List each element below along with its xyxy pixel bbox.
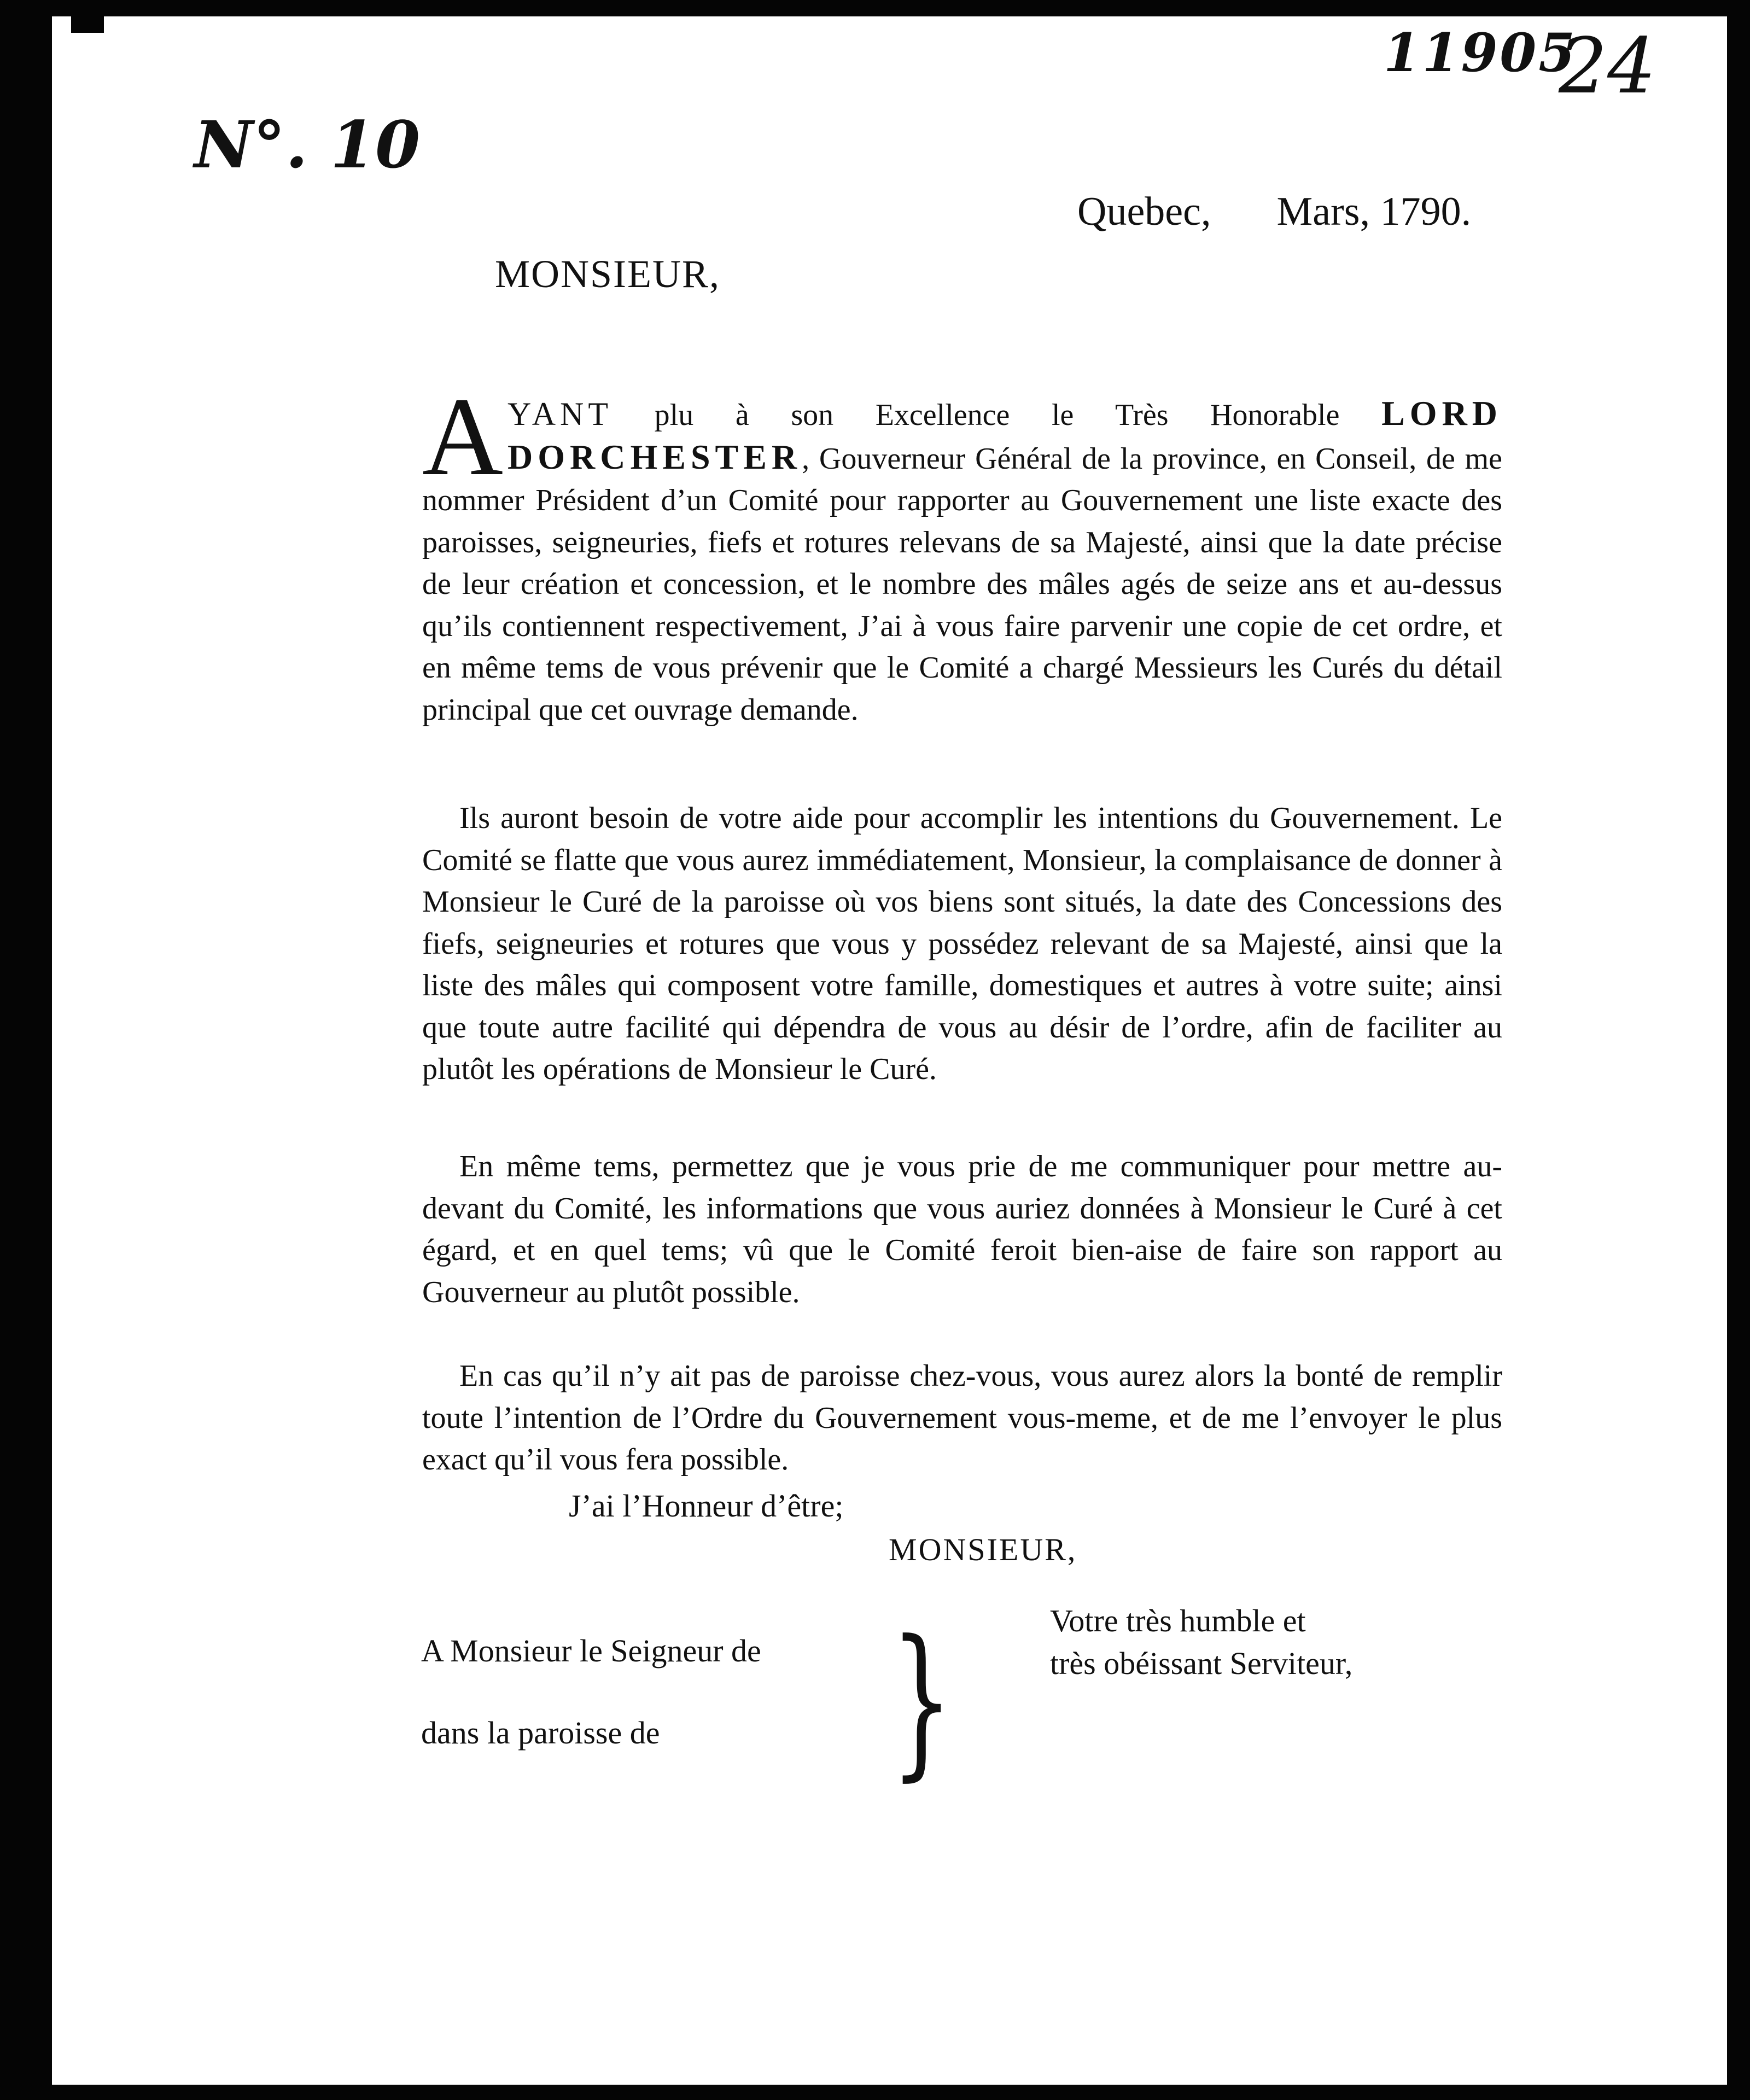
- address-line-1: A Monsieur le Seigneur de: [421, 1633, 761, 1669]
- paragraph-1-text-b: , Gouverneur Général de la province, en Conseil, de me nommer Président d’un Comité pour rapporter au Gouvernement une liste exacte des paroisses, seigneuries, fiefs et rotures relevans de sa Majesté, ainsi que la date précise de leur création et concession, et le nombre des mâles agés de seize ans et au-dessus qu’ils contiennent respectivement, J’ai à vous faire parvenir une copie de cet ordre, et en même tems de vous prévenir que le Comité a chargé Messieurs les Curés du détail principal que cet ouvrage demande.: [422, 441, 1502, 727]
- paragraph-1-text-a: plu à son Excellence le Très Honorable: [612, 398, 1382, 432]
- date: Mars, 1790.: [1276, 189, 1472, 234]
- salutation: MONSIEUR,: [495, 252, 721, 296]
- drop-cap: A: [422, 375, 504, 499]
- scan-border-right: [1727, 0, 1750, 2100]
- lord-name: LORD DORCHESTER: [508, 394, 1502, 476]
- closing-salutation: MONSIEUR,: [889, 1532, 1077, 1567]
- scan-border-mark: [71, 5, 104, 33]
- scan-border-left: [0, 0, 52, 2100]
- opening-caps: YANT: [508, 396, 613, 432]
- address-line-2: dans la paroisse de: [421, 1715, 660, 1751]
- curly-brace: }: [890, 1605, 953, 1796]
- closing-line: J’ai l’Honneur d’être;: [569, 1488, 844, 1524]
- place: Quebec,: [1077, 189, 1211, 234]
- paragraph-3: En même tems, permettez que je vous prie de me communiquer pour mettre au-devant du Comité, les informations que vous auriez données à Monsieur le Curé à cet égard, et en quel tems; vû que le Comité feroit bien-aise de faire son rapport au Gouverneur au plutôt possible.: [422, 1150, 1502, 1309]
- document-number: 11905: [1384, 22, 1577, 84]
- signature-line-1: Votre très humble et: [1050, 1603, 1306, 1638]
- scan-border-top: [0, 0, 1750, 16]
- signature-line-2: très obéissant Serviteur,: [1050, 1646, 1353, 1681]
- item-number-label: N°. 10: [194, 107, 421, 183]
- scan-border-bottom: [0, 2085, 1750, 2100]
- document-number-extra: 24: [1559, 22, 1656, 111]
- signature-block: [1050, 1600, 1352, 1685]
- paragraph-1: [422, 375, 1502, 731]
- paragraph-2: Ils auront besoin de votre aide pour accomplir les intentions du Gouvernement. Le Comité se flatte que vous aurez immédiatement, Monsieur, la complaisance de donner à Monsieur le Curé de la paroisse où vos biens sont situés, la date des Concessions des fiefs, seigneuries et rotures que vous y possédez relevant de sa Majesté, ainsi que la liste des mâles qui composent votre famille, domestiques et autres à votre suite; ainsi que toute autre facilité qui dépendra de vous au désir de l’ordre, afin de faciliter au plutôt les opérations de Monsieur le Curé.: [422, 801, 1502, 1086]
- paragraph-4: En cas qu’il n’y ait pas de paroisse chez-vous, vous aurez alors la bonté de remplir toute l’intention de l’Ordre du Gouvernement vous-meme, et de me l’envoyer le plus exact qu’il vous fera possible.: [422, 1359, 1502, 1477]
- dateline: [1077, 189, 1471, 235]
